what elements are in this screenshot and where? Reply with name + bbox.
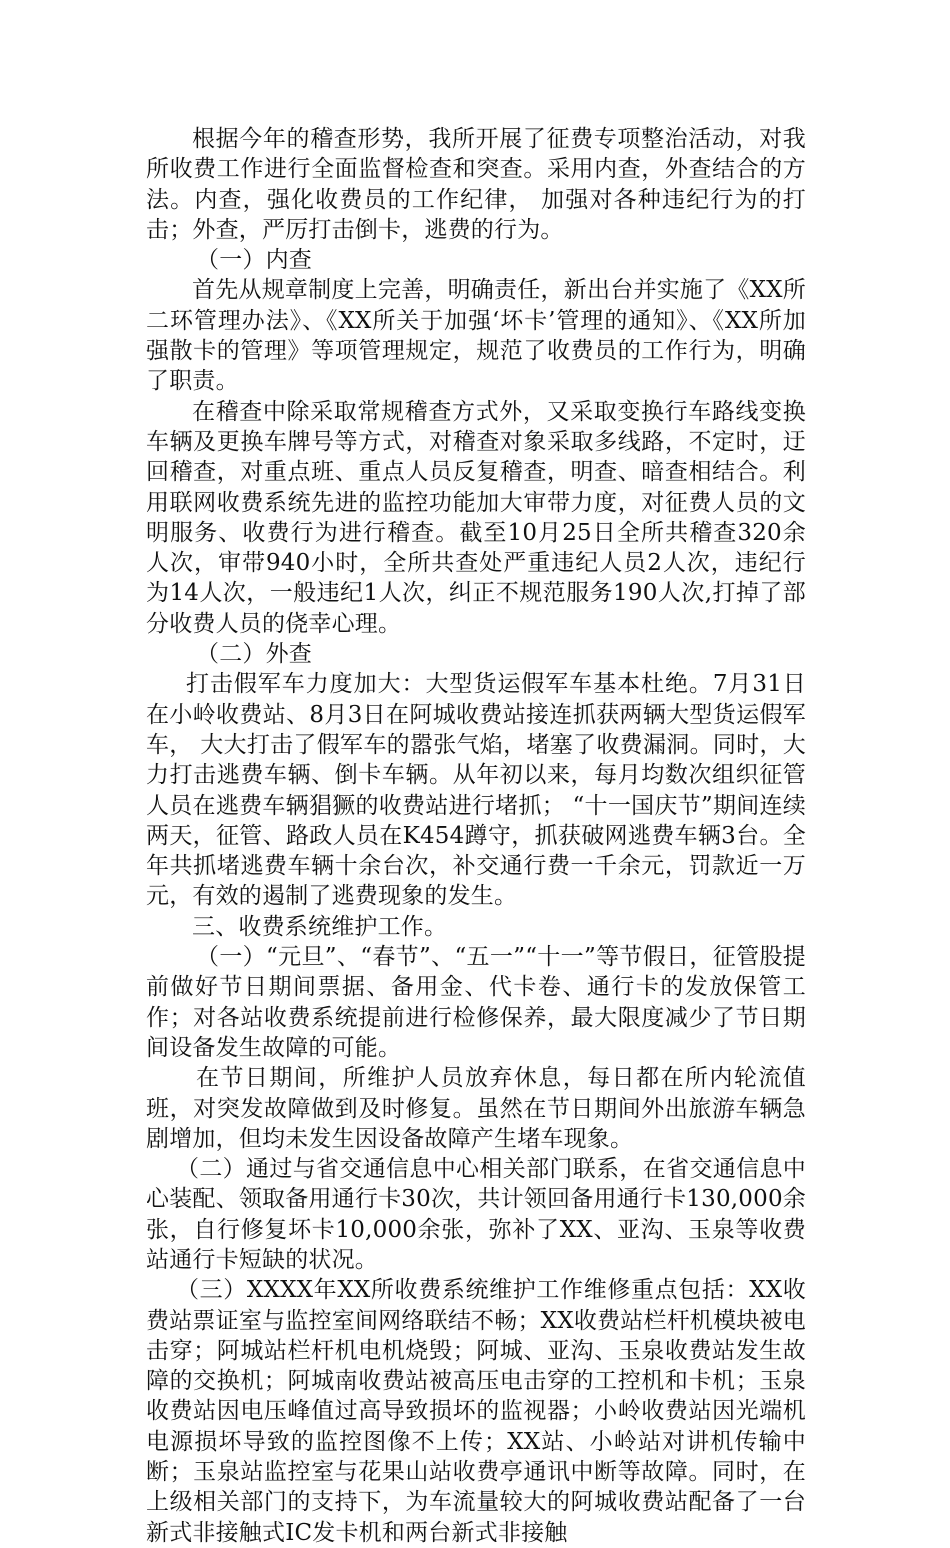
paragraph-holiday-preparation: （一）“元旦”、“春节”、“五一”“十一”等节假日，征管股提前做好节日期间票据、备用金、代卡卷、通行卡的发放保管工作；对各站收费系统提前进行检修保养，最大限度减少了节日期间设备发生故障的可能。: [146, 944, 806, 1061]
heading-internal-inspection: （一）内查: [196, 247, 312, 274]
paragraph-maintenance-focus: （三）XXXX年XX所收费系统维护工作维修重点包括：XX收费站票证室与监控室间网络联结不畅；XX收费站栏杆机模块被电击穿；阿城站栏杆机电机烧毁；阿城、亚沟、玉泉收费站发生故障的交换机；阿城南收费站被高压电击穿的工控机和卡机；玉泉收费站因电压峰值过高导致损坏的监视器；小岭收费站因光端机电源损坏导致的监控图像不上传；XX站、小岭站对讲机传输中断；玉泉站监控室与花果山站收费亭通讯中断等故障。同时，在上级相关部门的支持下，为车流量较大的阿城收费站配备了一台新式非接触式IC发卡机和两台新式非接触: [146, 1277, 806, 1546]
paragraph-pass-cards: （二）通过与省交通信息中心相关部门联系，在省交通信息中心装配、领取备用通行卡30次，共计领回备用通行卡130,000余张，自行修复坏卡10,000余张，弥补了XX、亚沟、玉泉等收费站通行卡短缺的状况。: [146, 1156, 806, 1273]
paragraph-fake-military-vehicles: 打击假军车力度加大：大型货运假军车基本杜绝。7月31日在小岭收费站、8月3日在阿城收费站接连抓获两辆大型货运假军车， 大大打击了假军车的嚣张气焰，堵塞了收费漏洞。同时，大力打击逃费车辆、倒卡车辆。从年初以来，每月均数次组织征管人员在逃费车辆猖獗的收费站进行堵抓； “十一国庆节”期间连续两天，征管、路政人员在K454蹲守，抓获破网逃费车辆3台。全年共抓堵逃费车辆十余台次，补交通行费一千余元，罚款近一万元，有效的遏制了逃费现象的发生。: [146, 671, 806, 910]
heading-external-inspection: （二）外查: [196, 641, 312, 668]
paragraph-regulations: 首先从规章制度上完善，明确责任，新出台并实施了《XX所二环管理办法》、《XX所关于加强‘坏卡’管理的通知》、《XX所加强散卡的管理》等项管理规定，规范了收费员的工作行为，明确了职责。: [146, 277, 806, 395]
document-body: [146, 124, 806, 1548]
paragraph-intro: 根据今年的稽查形势，我所开展了征费专项整治活动，对我所收费工作进行全面监督检查和突查。采用内查，外查结合的方法。内查，强化收费员的工作纪律， 加强对各种违纪行为的打击；外查，严厉打击倒卡，逃费的行为。: [146, 126, 806, 243]
paragraph-holiday-duty: 在节日期间，所维护人员放弃休息，每日都在所内轮流值班，对突发故障做到及时修复。虽然在节日期间外出旅游车辆急剧增加，但均未发生因设备故障产生堵车现象。: [146, 1065, 806, 1152]
heading-system-maintenance: 三、收费系统维护工作。: [192, 913, 448, 940]
paragraph-inspection-methods: 在稽查中除采取常规稽查方式外，又采取变换行车路线变换车辆及更换车牌号等方式，对稽查对象采取多线路，不定时，迂回稽查，对重点班、重点人员反复稽查，明查、暗查相结合。利用联网收费系统先进的监控功能加大审带力度，对征费人员的文明服务、收费行为进行稽查。截至10月25日全所共稽查320余人次，审带940小时，全所共查处严重违纪人员2人次，违纪行为14人次，一般违纪1人次，纠正不规范服务190人次,打掉了部分收费人员的侥幸心理。: [146, 398, 806, 637]
